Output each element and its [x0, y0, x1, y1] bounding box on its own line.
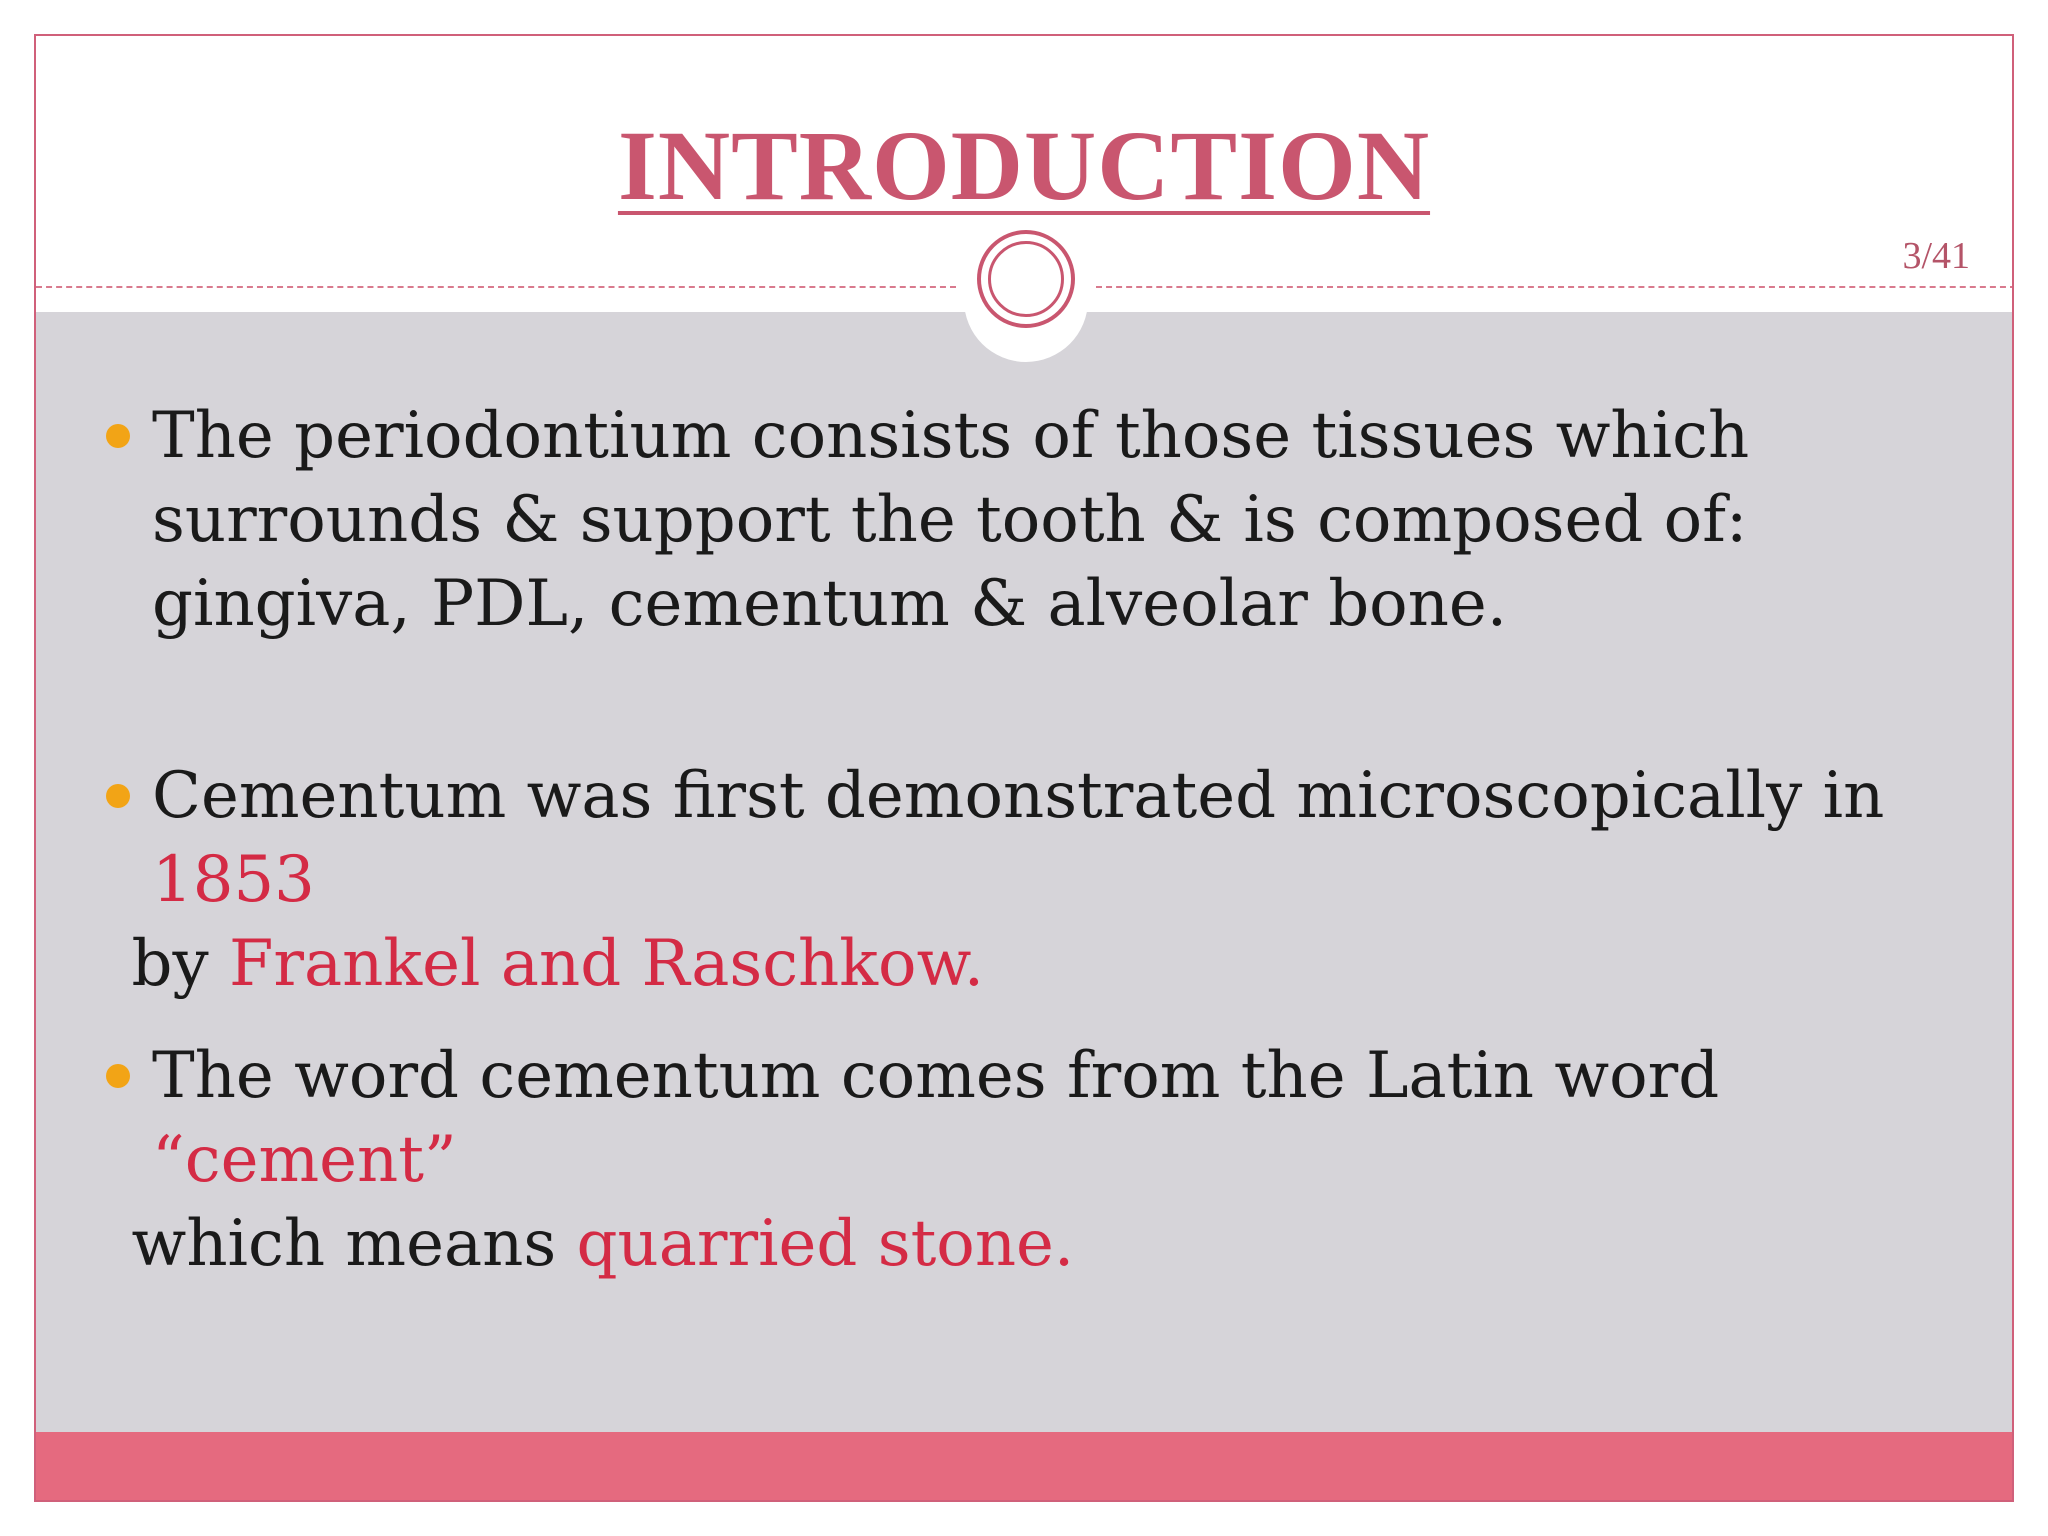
page-number: 3/41: [1902, 235, 1970, 277]
bullet-dot-icon: [106, 784, 130, 808]
slide: [34, 34, 2014, 1502]
bullet-item-etymology: [131, 1034, 1972, 1286]
bullet-text: The periodontium consists of those tissues which surrounds & support the tooth & is composed of: gingiva, PDL, cementum & alveolar bone.: [152, 399, 1750, 641]
slide-title: INTRODUCTION: [617, 110, 1431, 221]
bullet-text: by: [131, 927, 229, 1001]
bullet-text: The word cementum comes from the Latin word: [152, 1039, 1720, 1113]
highlight-word: “cement”: [152, 1123, 457, 1197]
bullet-dot-icon: [106, 1064, 130, 1088]
bullet-text: which means: [131, 1207, 577, 1281]
footer-bar: [36, 1432, 2012, 1502]
bullet-list: [36, 36, 2012, 1500]
highlight-names: Frankel and Raschkow.: [229, 927, 985, 1001]
highlight-year: 1853: [152, 843, 315, 917]
bullet-item-cementum-history: [131, 754, 1972, 1006]
bullet-dot-icon: [106, 424, 130, 448]
highlight-meaning: quarried stone.: [576, 1207, 1075, 1281]
bullet-text: Cementum was first demonstrated microscopically in: [152, 759, 1885, 833]
bullet-item-periodontium: [152, 394, 1972, 646]
